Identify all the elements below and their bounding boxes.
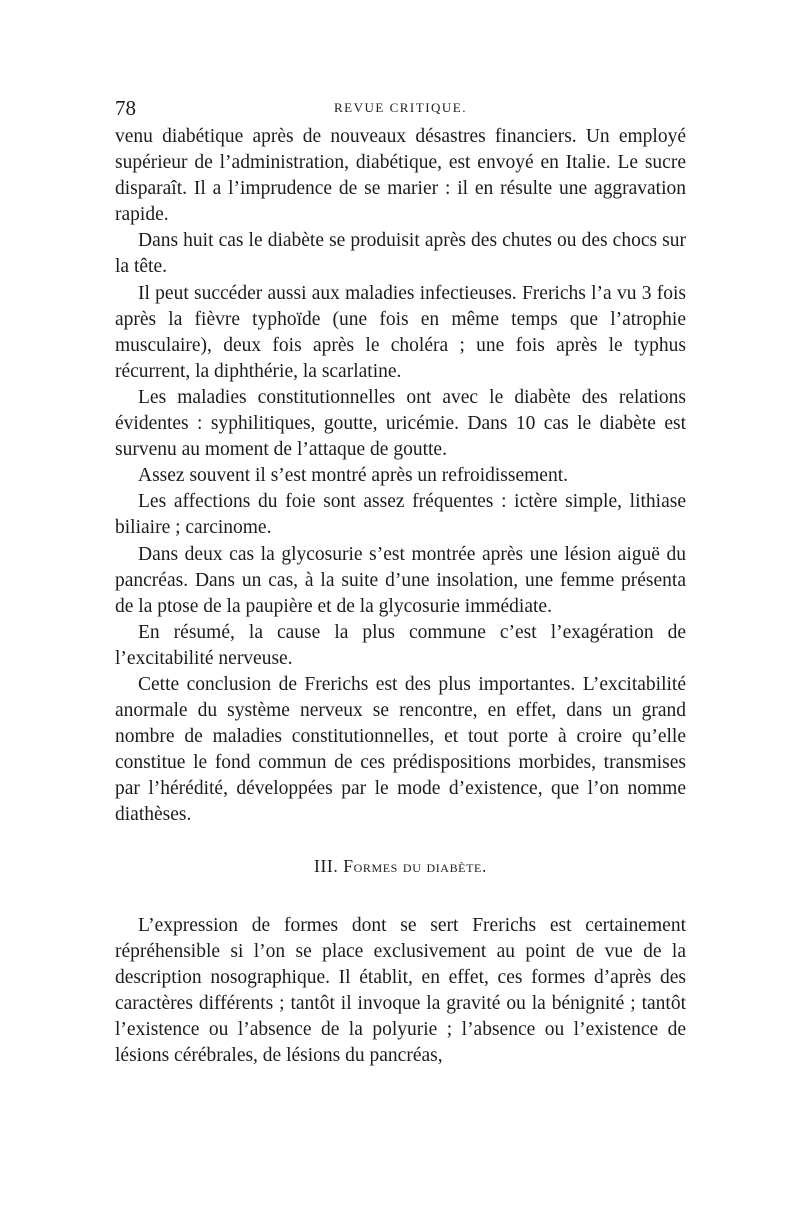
paragraph: Cette conclusion de Frerichs est des plus importantes. L’excitabilité anormale du système nerveux se rencontre, en effet, dans un grand nombre de maladies constitutionnelles, et tout porte à croire qu’elle constitue le fond commun de ces prédispositions morbides, transmises par l’hérédité, développées par le mode d’existence, que l’on nomme diathèses. [115, 673, 686, 826]
paragraph: Dans huit cas le diabète se produisit après des chutes ou des chocs sur la tête. [115, 230, 686, 278]
section-heading: III. Formes du diabète. [314, 855, 487, 876]
paragraph: Les affections du foie sont assez fréquentes : ictère simple, lithiase biliaire ; carcinome. [115, 491, 686, 539]
body-text [115, 124, 686, 1069]
paragraph-continuation: venu diabétique après de nouveaux désastres financiers. Un employé supérieur de l’administration, diabétique, est envoyé en Italie. Le sucre disparaît. Il a l’imprudence de se marier : il en résulte une aggravation rapide. [115, 126, 686, 226]
page-number: 78 [115, 96, 136, 120]
paragraph: Il peut succéder aussi aux maladies infectieuses. Frerichs l’a vu 3 fois après la fièvre typhoïde (une fois en même temps que l’atrophie musculaire), deux fois après le choléra ; une fois après le typhus récurrent, la diphthérie, la scarlatine. [115, 282, 686, 382]
paragraph: L’expression de formes dont se sert Frerichs est certainement répréhensible si l’on se place exclusivement au point de vue de la description nosographique. Il établit, en effet, ces formes d’après des caractères différents ; tantôt il invoque la gravité ou la bénignité ; tantôt l’existence ou l’absence de la polyurie ; l’absence ou l’existence de lésions cérébrales, de lésions du pancréas, [115, 914, 686, 1066]
paragraph: Assez souvent il s’est montré après un refroidissement. [138, 465, 568, 487]
paragraph: En résumé, la cause la plus commune c’est l’exagération de l’excitabilité nerveuse. [115, 621, 686, 669]
running-title: REVUE CRITIQUE. [334, 100, 467, 115]
paragraph: Les maladies constitutionnelles ont avec le diabète des relations évidentes : syphilitiques, goutte, uricémie. Dans 10 cas le diabète est survenu au moment de l’attaque de goutte. [115, 386, 686, 461]
paragraph: Dans deux cas la glycosurie s’est montrée après une lésion aiguë du pancréas. Dans un cas, à la suite d’une insolation, une femme présenta de la ptose de la paupière et de la glycosurie immédiate. [115, 543, 686, 617]
book-page [115, 96, 686, 1069]
running-head [115, 96, 686, 124]
